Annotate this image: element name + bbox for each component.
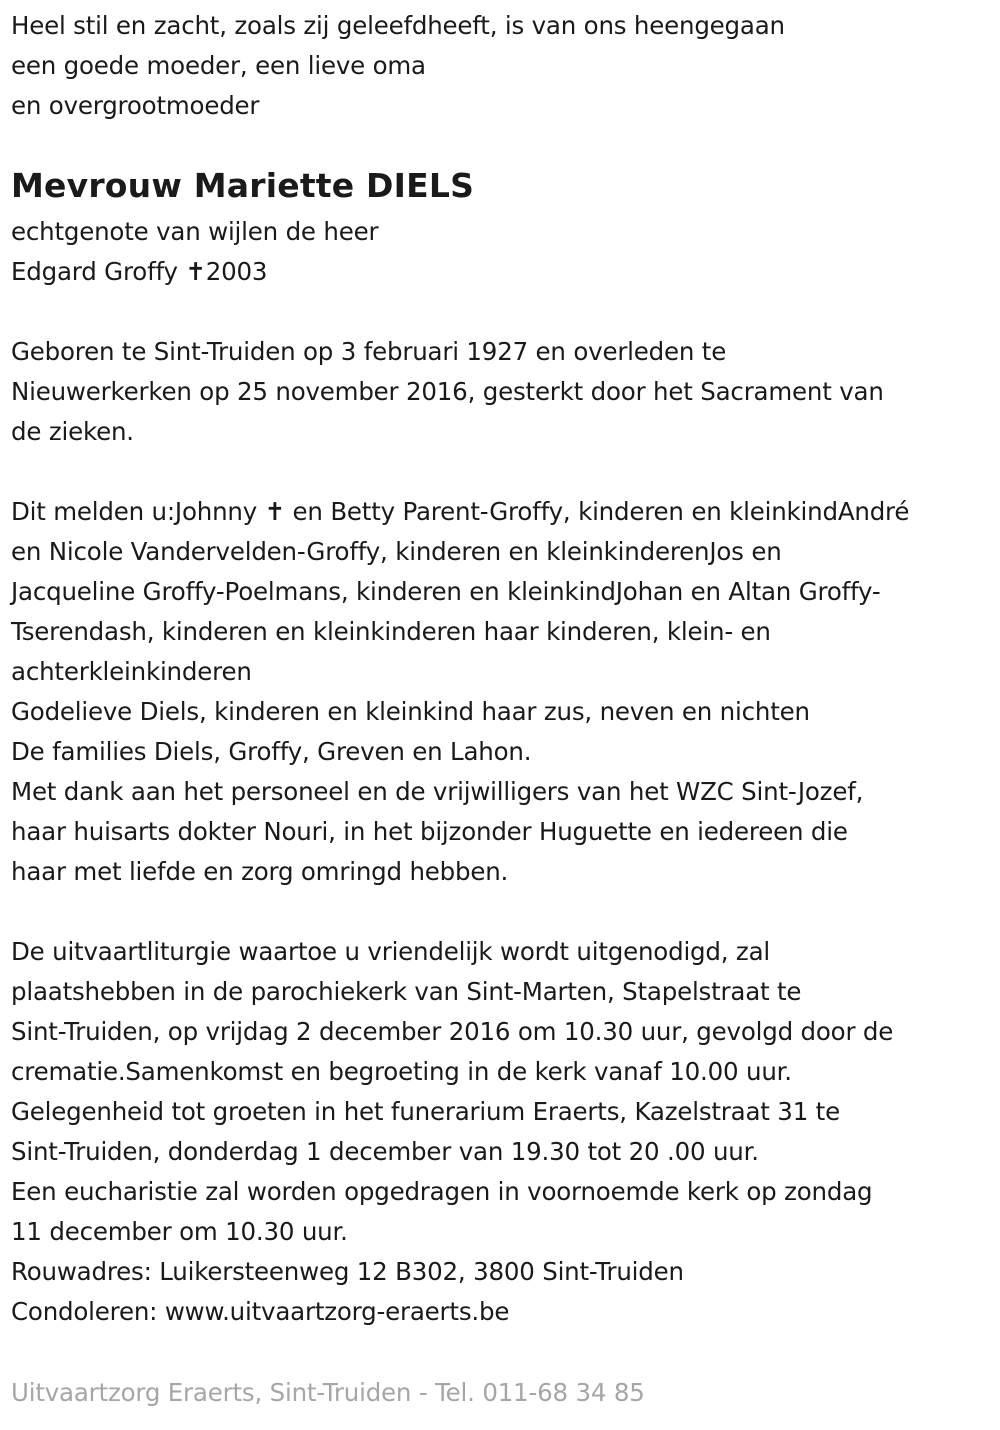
funeral-line: Een eucharistie zal worden opgedragen in voornoemde kerk op zondag [11, 1177, 873, 1206]
funeral-line: Sint-Truiden, op vrijdag 2 december 2016 om 10.30 uur, gevolgd door de [11, 1017, 894, 1046]
spouse-line: echtgenote van wijlen de heer [11, 217, 379, 246]
funeral-block [11, 932, 993, 1332]
funeral-line: Gelegenheid tot groeten in het funerarium Eraerts, Kazelstraat 31 te [11, 1097, 840, 1126]
birth-death-block [11, 332, 993, 452]
funeral-line: crematie.Samenkomst en begroeting in de kerk vanaf 10.00 uur. [11, 1057, 792, 1086]
funeral-line: 11 december om 10.30 uur. [11, 1217, 348, 1246]
announcement-line: en Nicole Vandervelden-Groffy, kinderen en kleinkinderenJos en [11, 537, 782, 566]
announcement-line: haar met liefde en zorg omringd hebben. [11, 857, 509, 886]
announcement-line: Jacqueline Groffy-Poelmans, kinderen en kleinkindJohan en Altan Groffy- [11, 577, 881, 606]
birth-death-line: de zieken. [11, 417, 134, 446]
announcement-line: haar huisarts dokter Nouri, in het bijzonder Huguette en iedereen die [11, 817, 848, 846]
spacer [11, 892, 993, 932]
condolence-line: Condoleren: www.uitvaartzorg-eraerts.be [11, 1297, 510, 1326]
intro-block [11, 6, 993, 126]
funeral-line: De uitvaartliturgie waartoe u vriendelijk wordt uitgenodigd, zal [11, 937, 771, 966]
funeral-line: Sint-Truiden, donderdag 1 december van 19.30 tot 20 .00 uur. [11, 1137, 759, 1166]
funeral-line: plaatshebben in de parochiekerk van Sint-Marten, Stapelstraat te [11, 977, 802, 1006]
announcement-line: achterkleinkinderen [11, 657, 252, 686]
spacer [11, 292, 993, 332]
death-notice [11, 6, 993, 1332]
announcement-line: Tserendash, kinderen en kleinkinderen haar kinderen, klein- en [11, 617, 771, 646]
intro-line: en overgrootmoeder [11, 91, 260, 120]
announcement-line: Met dank aan het personeel en de vrijwilligers van het WZC Sint-Jozef, [11, 777, 864, 806]
intro-line: een goede moeder, een lieve oma [11, 51, 426, 80]
address-line: Rouwadres: Luikersteenweg 12 B302, 3800 Sint-Truiden [11, 1257, 684, 1286]
birth-death-line: Nieuwerkerken op 25 november 2016, gesterkt door het Sacrament van [11, 377, 884, 406]
announcement-line: De families Diels, Groffy, Greven en Lahon. [11, 737, 532, 766]
spouse-block [11, 212, 993, 292]
funeral-home-footer: Uitvaartzorg Eraerts, Sint-Truiden - Tel. 011-68 34 85 [11, 1378, 645, 1407]
announcement-line: Godelieve Diels, kinderen en kleinkind haar zus, neven en nichten [11, 697, 810, 726]
intro-line: Heel stil en zacht, zoals zij geleefdheeft, is van ons heengegaan [11, 11, 785, 40]
birth-death-line: Geboren te Sint-Truiden op 3 februari 1927 en overleden te [11, 337, 727, 366]
deceased-name: Mevrouw Mariette DIELS [11, 166, 475, 205]
announcement-line: Dit melden u:Johnny ✝ en Betty Parent-Groffy, kinderen en kleinkindAndré [11, 497, 910, 526]
spouse-line: Edgard Groffy ✝2003 [11, 257, 268, 286]
announcement-block [11, 492, 993, 892]
spacer [11, 452, 993, 492]
